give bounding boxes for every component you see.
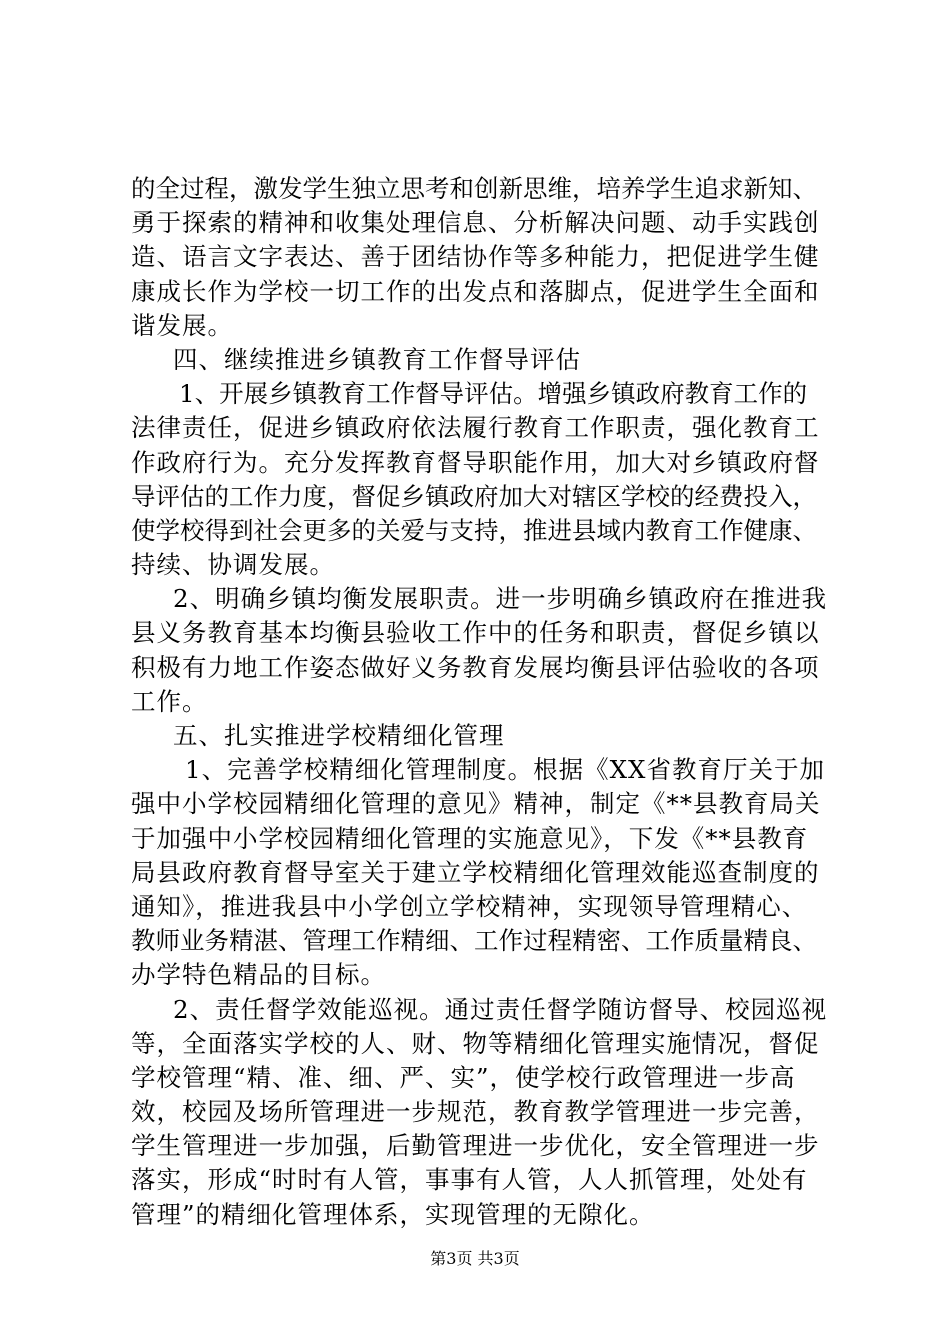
text-line: 管理”的精细化管理体系，实现管理的无隙化。 <box>131 1199 655 1229</box>
text-line: 的全过程，激发学生独立思考和创新思维，培养学生追求新知、 <box>131 174 817 203</box>
text-line: 积极有力地工作姿态做好义务教育发展均衡县评估验收的各项 <box>131 652 820 682</box>
text-line: 造、语言文字表达、善于团结协作等多种能力，把促进学生健 <box>131 242 820 272</box>
text-line: 于加强中小学校园精细化管理的实施意见》，下发《**县教育 <box>131 823 809 853</box>
text-line: 县义务教育基本均衡县验收工作中的任务和职责，督促乡镇以 <box>131 618 820 648</box>
section-heading: 五、扎实推进学校精细化管理 <box>173 721 505 750</box>
text-line: 工作。 <box>131 686 208 716</box>
text-line: 导评估的工作力度，督促乡镇政府加大对辖区学校的经费投入， <box>131 481 817 511</box>
paragraph-start: 1、开展乡镇教育工作督导评估。增强乡镇政府教育工作的 <box>179 379 808 409</box>
text-line: 作政府行为。充分发挥教育督导职能作用，加大对乡镇政府督 <box>131 447 820 477</box>
text-line: 学生管理进一步加强，后勤管理进一步优化，安全管理进一步 <box>131 1131 820 1161</box>
text-line: 落实，形成“时时有人管，事事有人管，人人抓管理，处处有 <box>131 1165 808 1195</box>
text-line: 等，全面落实学校的人、财、物等精细化管理实施情况，督促 <box>131 1028 820 1058</box>
text-line: 通知》，推进我县中小学创立学校精神，实现领导管理精心、 <box>131 891 808 921</box>
text-line: 勇于探索的精神和收集处理信息、分析解决问题、动手实践创 <box>131 208 820 238</box>
text-line: 局县政府教育督导室关于建立学校精细化管理效能巡查制度的 <box>131 857 820 887</box>
text-line: 使学校得到社会更多的关爱与支持，推进县域内教育工作健康、 <box>131 515 817 545</box>
page-footer: 第3页 共3页 <box>430 1249 520 1268</box>
text-line: 教师业务精湛、管理工作精细、工作过程精密、工作质量精良、 <box>131 926 817 956</box>
text-line: 谐发展。 <box>131 310 233 340</box>
text-line: 办学特色精品的目标。 <box>131 960 386 990</box>
document-body <box>131 172 831 1232</box>
text-line: 康成长作为学校一切工作的出发点和落脚点，促进学生全面和 <box>131 276 820 306</box>
text-line: 强中小学校园精细化管理的意见》精神，制定《**县教育局关 <box>131 789 821 819</box>
text-line: 学校管理“精、准、细、严、实”，使学校行政管理进一步高 <box>131 1062 796 1092</box>
text-line: 持续、协调发展。 <box>131 550 335 580</box>
paragraph-start: 2、责任督学效能巡视。通过责任督学随访督导、校园巡视 <box>173 994 828 1024</box>
paragraph-start: 1、完善学校精细化管理制度。根据《XX省教育厅关于加 <box>185 755 825 785</box>
section-heading: 四、继续推进乡镇教育工作督导评估 <box>173 344 581 374</box>
text-line: 效，校园及场所管理进一步规范，教育教学管理进一步完善， <box>131 1097 820 1127</box>
paragraph-start: 2、明确乡镇均衡发展职责。进一步明确乡镇政府在推进我 <box>173 584 828 614</box>
text-line: 法律责任，促进乡镇政府依法履行教育工作职责，强化教育工 <box>131 413 820 443</box>
